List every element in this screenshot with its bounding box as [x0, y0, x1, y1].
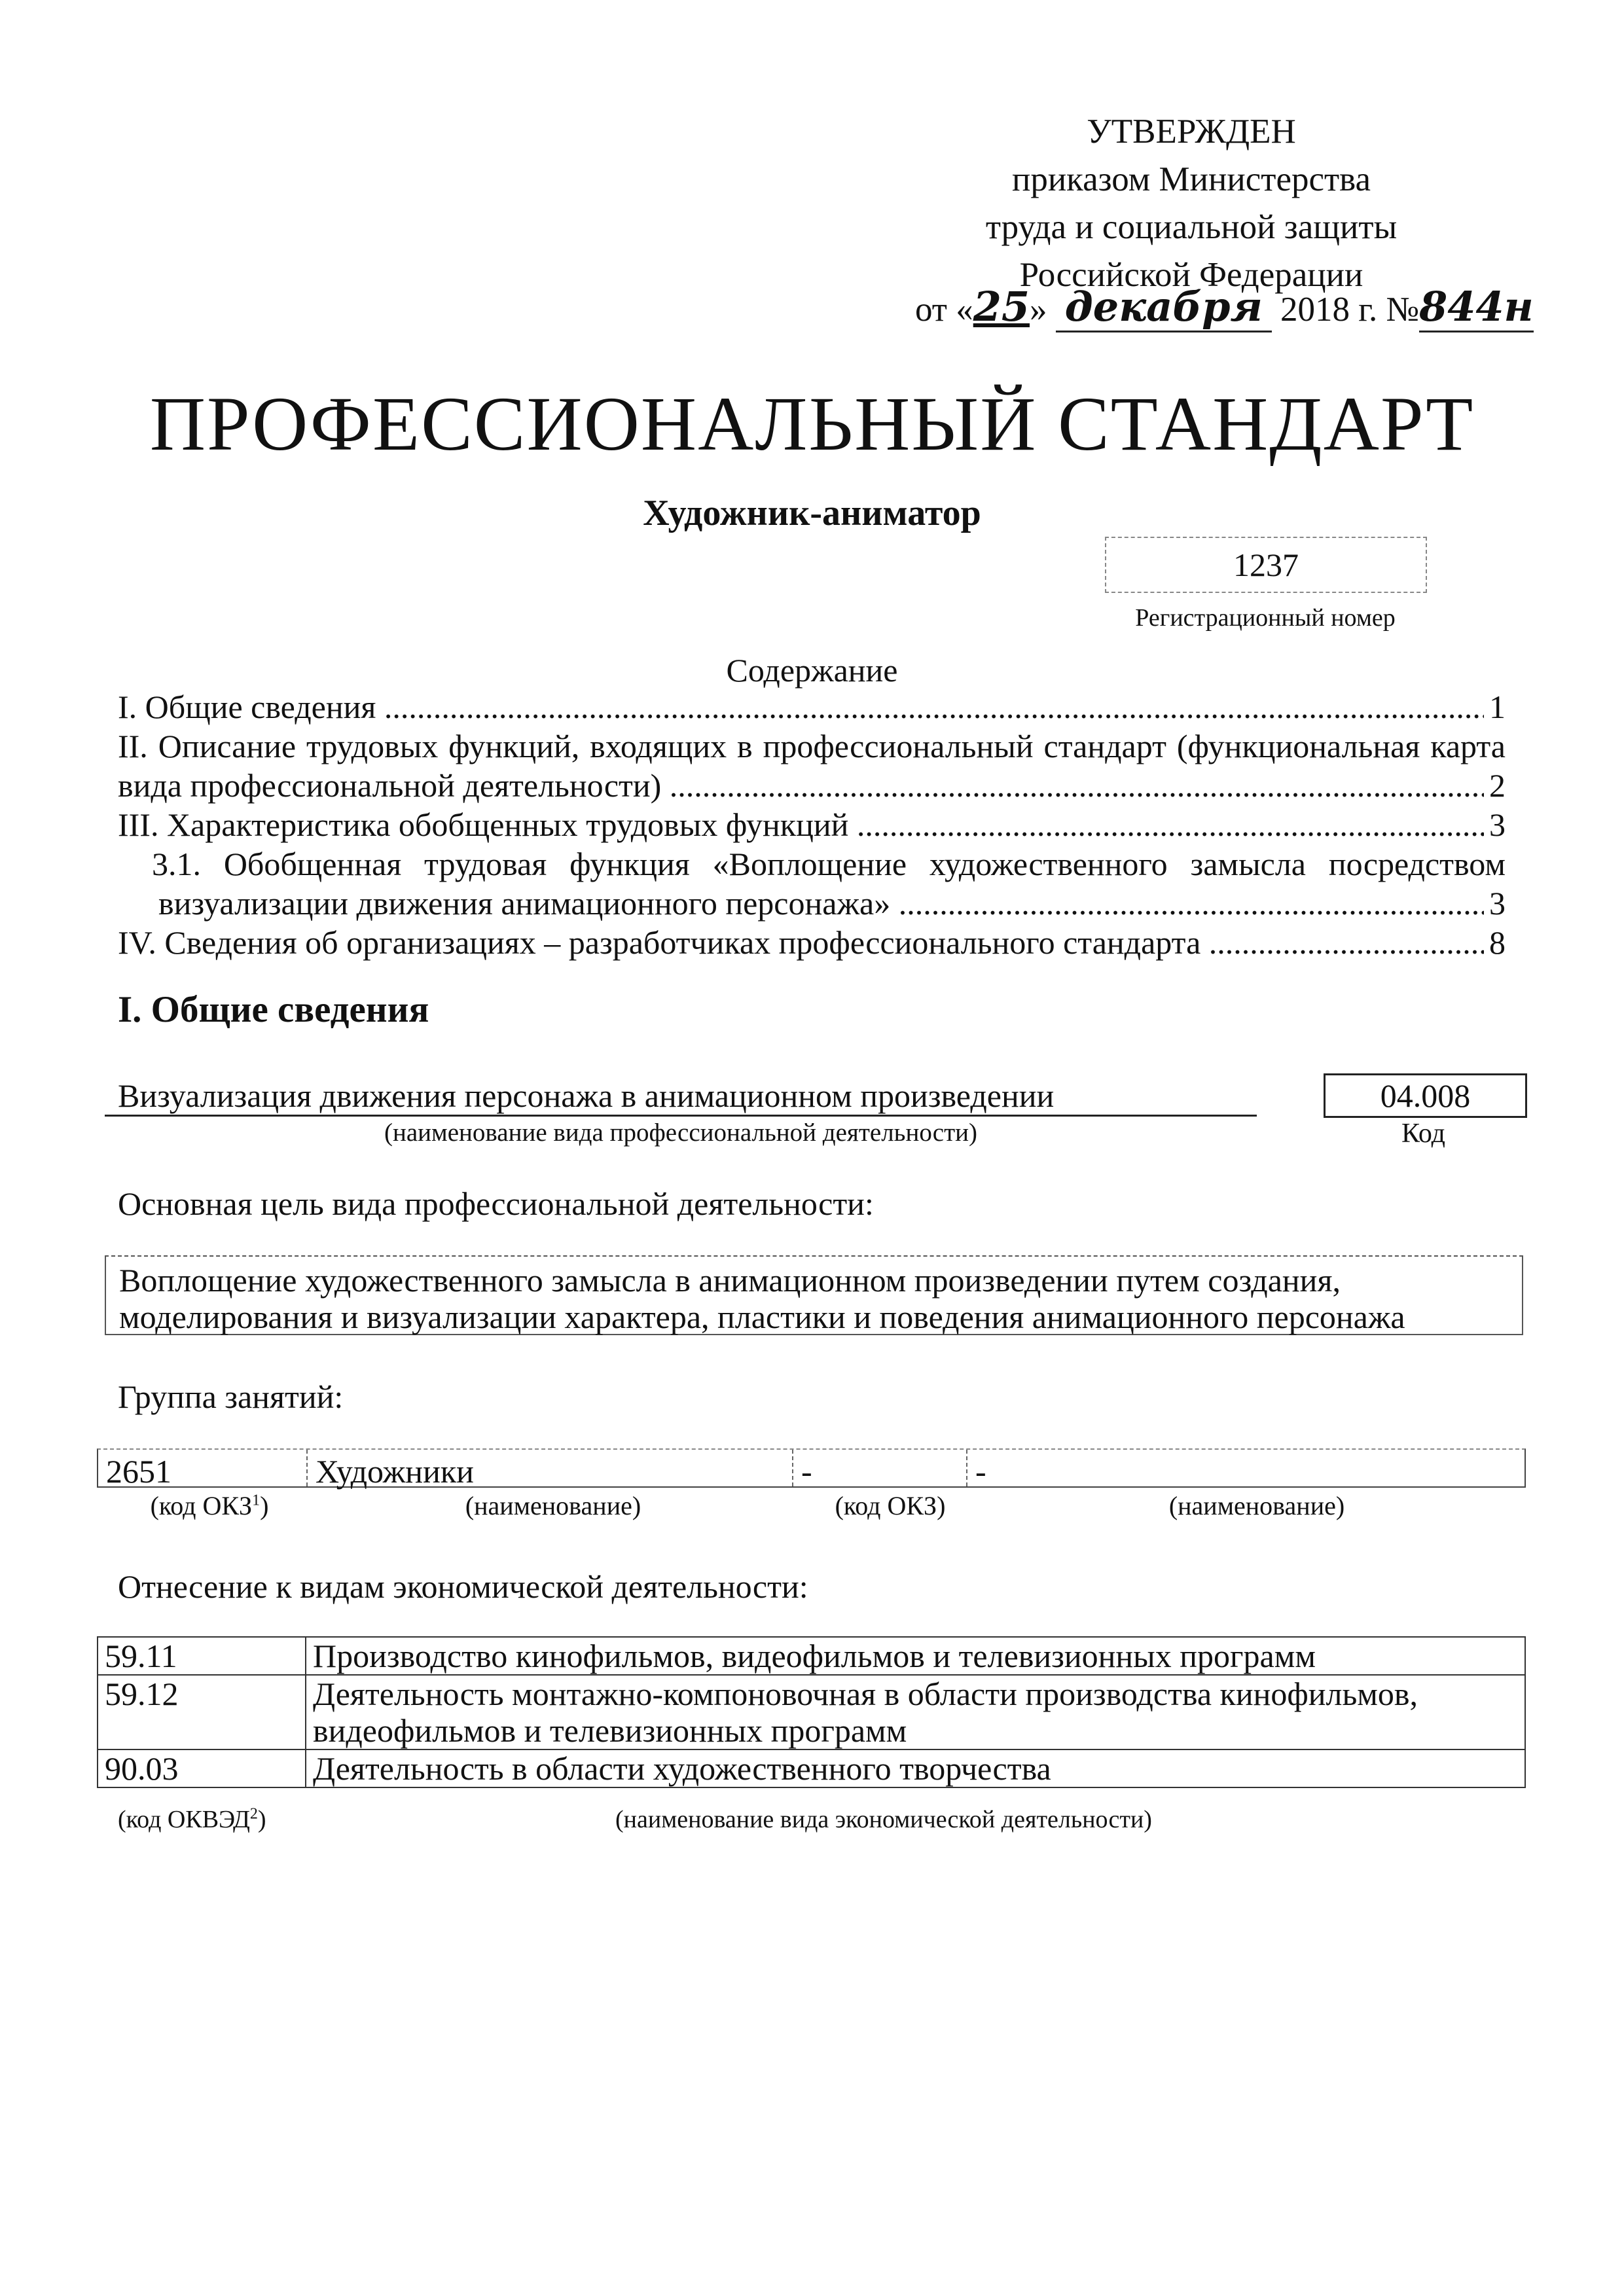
activity-code-box	[1324, 1073, 1527, 1118]
table-row	[98, 1749, 1525, 1787]
toc-item-line1[interactable]: 3.1. Обобщенная трудовая функция «Воплощение художественного замысла посредством	[152, 846, 1506, 882]
date-prefix: от «	[915, 291, 973, 329]
okved-label: Отнесение к видам экономической деятельности:	[118, 1568, 808, 1605]
okved-name: Деятельность монтажно-компоновочная в области производства кинофильмов, видеофильмов и телевизионных программ	[306, 1675, 1525, 1749]
toc-page: 1	[1489, 689, 1506, 725]
activity-code-caption: Код	[1401, 1119, 1446, 1149]
goal-box	[105, 1255, 1523, 1335]
toc-item-text: IV. Сведения об организациях – разработчиках профессионального стандарта .....	[118, 923, 1484, 962]
toc-item[interactable]	[118, 923, 1506, 962]
date-mid: »	[1030, 291, 1047, 329]
caption-text: (код ОКЗ	[150, 1491, 253, 1520]
registration-label: Регистрационный номер	[1135, 604, 1396, 632]
table-of-contents	[118, 687, 1506, 962]
activity-caption: (наименование вида профессиональной деятельности)	[384, 1119, 978, 1147]
okved-code: 90.03	[98, 1749, 306, 1787]
activity-code: 04.008	[1380, 1077, 1471, 1114]
handwritten-day: 25	[973, 283, 1030, 331]
toc-page: 3	[1489, 806, 1506, 843]
toc-item[interactable]	[118, 805, 1506, 844]
okved-name: Производство кинофильмов, видеофильмов и телевизионных программ	[306, 1637, 1525, 1675]
toc-heading: Содержание	[726, 652, 898, 689]
document-title: ПРОФЕССИОНАЛЬНЫЙ СТАНДАРТ	[149, 381, 1475, 467]
caption-text-end: )	[260, 1491, 269, 1520]
date-year: 2018 г. №	[1280, 291, 1420, 329]
okz-name: Художники	[308, 1450, 793, 1486]
handwritten-number: 844н	[1419, 283, 1534, 332]
toc-item[interactable]	[118, 687, 1506, 726]
toc-item-text: визуализации движения анимационного персонажа» .....	[158, 884, 1484, 923]
registration-number-box	[1105, 537, 1427, 593]
activity-name: Визуализация движения персонажа в анимационном произведении	[105, 1077, 1257, 1117]
goal-line: моделирования и визуализации характера, пластики и поведения анимационного персонажа	[119, 1299, 1405, 1335]
okved-code-caption	[118, 1805, 266, 1834]
toc-item[interactable]	[118, 884, 1506, 923]
okved-name-caption: (наименование вида экономической деятельности)	[615, 1806, 1152, 1833]
okz-name-2: -	[975, 1453, 986, 1490]
caption-text-end: )	[257, 1806, 266, 1833]
approval-block	[903, 108, 1479, 299]
toc-item-text: I. Общие сведения .....	[118, 687, 1484, 726]
okved-code: 59.12	[98, 1675, 306, 1749]
occupation-group-row	[97, 1448, 1526, 1488]
toc-page: 2	[1489, 767, 1506, 804]
okved-name: Деятельность в области художественного творчества	[306, 1749, 1525, 1787]
okz-code-caption	[124, 1490, 295, 1521]
approval-date	[915, 283, 1534, 332]
approval-line: Российской Федерации	[1019, 256, 1363, 294]
caption-text: (код ОКВЭД	[118, 1806, 250, 1833]
toc-item-text: III. Характеристика обобщенных трудовых функций .....	[118, 805, 1484, 844]
toc-page: 8	[1489, 924, 1506, 961]
table-row	[98, 1637, 1525, 1675]
registration-number: 1237	[1233, 547, 1299, 583]
section-heading: I. Общие сведения	[118, 989, 429, 1030]
goal-line: Воплощение художественного замысла в анимационном произведении путем создания,	[119, 1262, 1341, 1299]
okz-name-caption-2: (наименование)	[1168, 1491, 1345, 1520]
okved-code: 59.11	[98, 1637, 306, 1675]
table-row	[98, 1675, 1525, 1749]
footnote-ref: 1	[252, 1492, 261, 1509]
approval-line: приказом Министерства	[1011, 160, 1371, 198]
toc-page: 3	[1489, 885, 1506, 922]
okz-code: 2651	[98, 1450, 308, 1486]
footnote-ref: 2	[249, 1805, 258, 1823]
toc-item-text: вида профессиональной деятельности) .....	[118, 766, 1484, 805]
toc-item-line1[interactable]: II. Описание трудовых функций, входящих в профессиональный стандарт (функциональная карта	[118, 728, 1506, 764]
okved-table	[97, 1636, 1526, 1788]
toc-item[interactable]	[118, 766, 1506, 805]
okz-code-2: -	[793, 1450, 967, 1486]
okz-code-caption-2: (код ОКЗ)	[835, 1491, 946, 1520]
handwritten-month: декабря	[1056, 283, 1272, 332]
document-subtitle: Художник-аниматор	[643, 493, 981, 533]
approval-line: УТВЕРЖДЕН	[1087, 113, 1296, 151]
goal-label: Основная цель вида профессиональной деятельности:	[118, 1185, 874, 1222]
group-label: Группа занятий:	[118, 1378, 344, 1415]
okz-name-caption: (наименование)	[465, 1491, 641, 1520]
approval-line: труда и социальной защиты	[985, 208, 1398, 246]
